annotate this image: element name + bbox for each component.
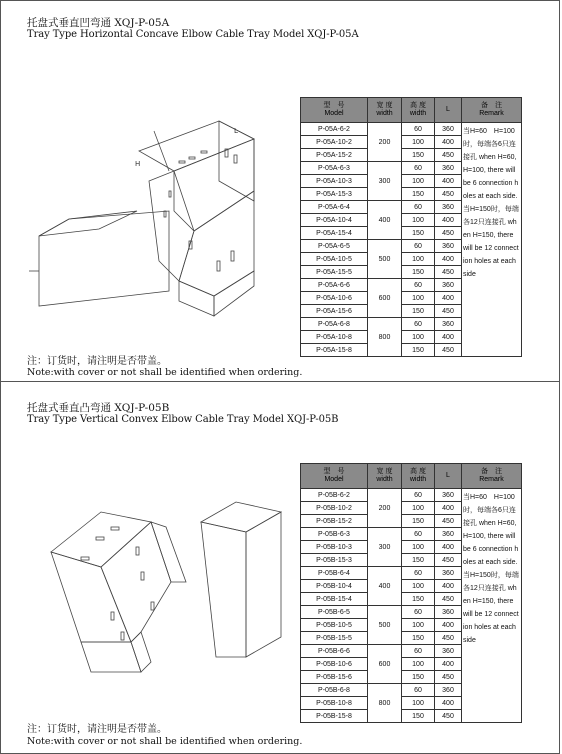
length-cell: 400 — [435, 502, 462, 515]
length-cell: 400 — [435, 214, 462, 227]
model-cell: P-05B-10-6 — [301, 658, 368, 671]
height-cell: 150 — [402, 149, 435, 162]
width-cell: 500 — [368, 606, 402, 645]
length-cell: 450 — [435, 149, 462, 162]
length-cell: 450 — [435, 515, 462, 528]
section-a-spec-table — [300, 97, 522, 357]
length-cell: 400 — [435, 580, 462, 593]
length-cell: 400 — [435, 541, 462, 554]
width-cell: 600 — [368, 645, 402, 684]
model-cell: P-05A-10-5 — [301, 253, 368, 266]
height-cell: 100 — [402, 580, 435, 593]
length-cell: 400 — [435, 697, 462, 710]
length-cell: 360 — [435, 684, 462, 697]
model-cell: P-05A-6-4 — [301, 201, 368, 214]
height-cell: 100 — [402, 214, 435, 227]
model-cell: P-05B-6-2 — [301, 489, 368, 502]
model-cell: P-05B-15-8 — [301, 710, 368, 723]
width-cell: 600 — [368, 279, 402, 318]
model-cell: P-05A-10-6 — [301, 292, 368, 305]
height-cell: 60 — [402, 645, 435, 658]
length-cell: 400 — [435, 331, 462, 344]
header-width: 宽 度 width — [368, 98, 402, 123]
header-height: 高 度 width — [402, 98, 435, 123]
model-cell: P-05A-15-4 — [301, 227, 368, 240]
header-width: 宽 度 width — [368, 464, 402, 489]
height-cell: 150 — [402, 266, 435, 279]
table-row — [301, 489, 522, 502]
model-cell: P-05B-6-4 — [301, 567, 368, 580]
remark-cell: 当H=60 H=100时，每端各6只连接孔 when H=60,H=100, there will be 6 connection holes at each side. 当H=150时，每端各12只连接孔 when H=150, there will be 12 connection holes at each side — [462, 123, 522, 357]
section-b-title-cn: 托盘式垂直凸弯通 XQJ-P-05B — [27, 402, 170, 414]
length-cell: 360 — [435, 162, 462, 175]
length-cell: 360 — [435, 645, 462, 658]
section-a-note-cn: 注：订货时，请注明是否带盖。 — [27, 356, 167, 367]
height-cell: 100 — [402, 658, 435, 671]
length-cell: 360 — [435, 567, 462, 580]
length-cell: 450 — [435, 710, 462, 723]
length-cell: 400 — [435, 619, 462, 632]
header-height: 高 度 width — [402, 464, 435, 489]
height-cell: 100 — [402, 175, 435, 188]
model-cell: P-05B-10-4 — [301, 580, 368, 593]
height-cell: 150 — [402, 554, 435, 567]
model-cell: P-05B-15-4 — [301, 593, 368, 606]
length-cell: 450 — [435, 554, 462, 567]
width-cell: 800 — [368, 318, 402, 357]
model-cell: P-05B-10-5 — [301, 619, 368, 632]
model-cell: P-05B-15-5 — [301, 632, 368, 645]
model-cell: P-05A-10-2 — [301, 136, 368, 149]
table-row — [301, 123, 522, 136]
width-cell: 400 — [368, 567, 402, 606]
length-cell: 450 — [435, 305, 462, 318]
height-cell: 150 — [402, 671, 435, 684]
model-cell: P-05A-15-6 — [301, 305, 368, 318]
section-b-spec-table — [300, 463, 522, 723]
length-cell: 360 — [435, 123, 462, 136]
length-cell: 450 — [435, 188, 462, 201]
height-cell: 60 — [402, 606, 435, 619]
model-cell: P-05A-10-8 — [301, 331, 368, 344]
model-cell: P-05B-15-3 — [301, 554, 368, 567]
length-cell: 450 — [435, 593, 462, 606]
length-cell: 400 — [435, 658, 462, 671]
height-cell: 150 — [402, 305, 435, 318]
length-cell: 360 — [435, 528, 462, 541]
height-cell: 60 — [402, 123, 435, 136]
header-l: L — [435, 98, 462, 123]
height-cell: 60 — [402, 201, 435, 214]
length-cell: 450 — [435, 344, 462, 357]
section-b-note-cn: 注：订货时，请注明是否带盖。 — [27, 724, 167, 735]
model-cell: P-05B-10-3 — [301, 541, 368, 554]
model-cell: P-05B-6-8 — [301, 684, 368, 697]
length-cell: 450 — [435, 671, 462, 684]
length-cell: 360 — [435, 240, 462, 253]
height-cell: 100 — [402, 331, 435, 344]
model-cell: P-05A-6-2 — [301, 123, 368, 136]
length-cell: 400 — [435, 136, 462, 149]
length-cell: 360 — [435, 279, 462, 292]
model-cell: P-05A-6-5 — [301, 240, 368, 253]
width-cell: 300 — [368, 528, 402, 567]
model-cell: P-05B-6-6 — [301, 645, 368, 658]
section-b-note-en: Note:with cover or not shall be identified when ordering. — [27, 736, 303, 747]
model-cell: P-05A-15-3 — [301, 188, 368, 201]
width-cell: 200 — [368, 489, 402, 528]
model-cell: P-05A-6-3 — [301, 162, 368, 175]
model-cell: P-05A-6-6 — [301, 279, 368, 292]
height-cell: 60 — [402, 240, 435, 253]
length-cell: 360 — [435, 606, 462, 619]
model-cell: P-05A-10-4 — [301, 214, 368, 227]
header-model: 型 号 Model — [301, 464, 368, 489]
header-model: 型 号 Model — [301, 98, 368, 123]
length-cell: 400 — [435, 253, 462, 266]
height-cell: 150 — [402, 344, 435, 357]
length-cell: 450 — [435, 227, 462, 240]
model-cell: P-05B-15-6 — [301, 671, 368, 684]
height-cell: 150 — [402, 515, 435, 528]
height-cell: 150 — [402, 188, 435, 201]
length-cell: 360 — [435, 489, 462, 502]
length-cell: 360 — [435, 201, 462, 214]
model-cell: P-05B-6-3 — [301, 528, 368, 541]
height-cell: 100 — [402, 541, 435, 554]
length-cell: 400 — [435, 175, 462, 188]
concave-elbow-illustration — [29, 111, 269, 326]
height-cell: 100 — [402, 136, 435, 149]
svg-text:L: L — [234, 127, 238, 135]
width-cell: 500 — [368, 240, 402, 279]
section-a-title-cn: 托盘式垂直凹弯通 XQJ-P-05A — [27, 17, 170, 29]
section-b-table-body — [301, 489, 522, 723]
height-cell: 150 — [402, 227, 435, 240]
section-a-table-body — [301, 123, 522, 357]
header-remark: 备 注 Remark — [462, 464, 522, 489]
height-cell: 100 — [402, 619, 435, 632]
model-cell: P-05B-6-5 — [301, 606, 368, 619]
convex-elbow-illustration — [41, 492, 296, 687]
height-cell: 60 — [402, 567, 435, 580]
length-cell: 450 — [435, 632, 462, 645]
height-cell: 100 — [402, 253, 435, 266]
model-cell: P-05A-15-5 — [301, 266, 368, 279]
height-cell: 60 — [402, 162, 435, 175]
height-cell: 60 — [402, 318, 435, 331]
height-cell: 100 — [402, 697, 435, 710]
height-cell: 150 — [402, 710, 435, 723]
width-cell: 400 — [368, 201, 402, 240]
length-cell: 360 — [435, 318, 462, 331]
height-cell: 100 — [402, 292, 435, 305]
height-cell: 100 — [402, 502, 435, 515]
model-cell: P-05B-10-8 — [301, 697, 368, 710]
width-cell: 800 — [368, 684, 402, 723]
header-l: L — [435, 464, 462, 489]
width-cell: 300 — [368, 162, 402, 201]
section-b-panel — [0, 381, 560, 754]
model-cell: P-05B-10-2 — [301, 502, 368, 515]
width-cell: 200 — [368, 123, 402, 162]
section-a-title-en: Tray Type Horizontal Concave Elbow Cable Tray Model XQJ-P-05A — [27, 29, 359, 40]
model-cell: P-05A-6-8 — [301, 318, 368, 331]
model-cell: P-05A-10-3 — [301, 175, 368, 188]
height-cell: 60 — [402, 684, 435, 697]
height-cell: 150 — [402, 632, 435, 645]
height-cell: 150 — [402, 593, 435, 606]
height-cell: 60 — [402, 528, 435, 541]
height-cell: 60 — [402, 489, 435, 502]
section-a-note-en: Note:with cover or not shall be identified when ordering. — [27, 367, 303, 378]
length-cell: 450 — [435, 266, 462, 279]
remark-cell: 当H=60 H=100时，每端各6只连接孔 when H=60,H=100, there will be 6 connection holes at each side. 当H=150时，每端各12只连接孔 when H=150, there will be 12 connection holes at each side — [462, 489, 522, 723]
height-cell: 60 — [402, 279, 435, 292]
svg-text:H: H — [135, 160, 141, 168]
section-b-title-en: Tray Type Vertical Convex Elbow Cable Tray Model XQJ-P-05B — [27, 414, 339, 425]
model-cell: P-05A-15-2 — [301, 149, 368, 162]
model-cell: P-05A-15-8 — [301, 344, 368, 357]
length-cell: 400 — [435, 292, 462, 305]
model-cell: P-05B-15-2 — [301, 515, 368, 528]
header-remark: 备 注 Remark — [462, 98, 522, 123]
